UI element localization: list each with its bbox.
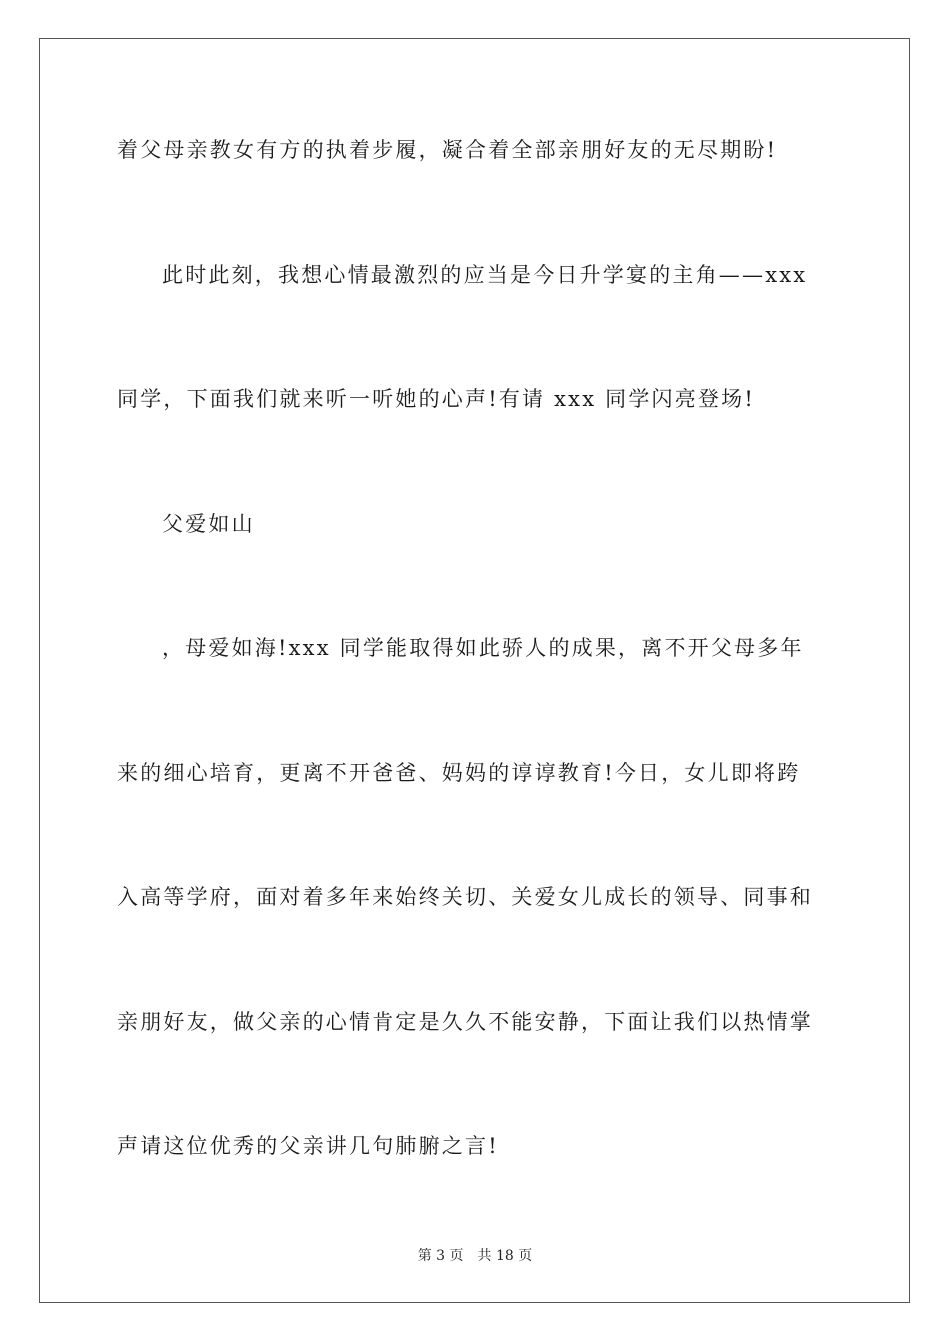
- page-border: [39, 38, 910, 1303]
- body-text-line: 同学，下面我们就来听一听她的心声!有请 xxx 同学闪亮登场!: [117, 387, 755, 411]
- page-number: 第 3 页: [417, 1248, 464, 1264]
- page-footer: [0, 1247, 950, 1265]
- body-text-line: 着父母亲教女有方的执着步履，凝合着全部亲朋好友的无尽期盼!: [117, 138, 778, 162]
- section-heading: 父爱如山: [162, 512, 255, 536]
- body-text-line: 来的细心培育，更离不开爸爸、妈妈的谆谆教育!今日，女儿即将跨: [117, 761, 801, 785]
- body-text-line: 声请这位优秀的父亲讲几句肺腑之言!: [117, 1134, 499, 1158]
- body-text-line: ，母爱如海!xxx 同学能取得如此骄人的成果，离不开父母多年: [162, 636, 804, 660]
- total-pages: 共 18 页: [477, 1248, 533, 1264]
- body-text-line: 亲朋好友，做父亲的心情肯定是久久不能安静，下面让我们以热情掌: [117, 1010, 813, 1034]
- body-text-line: 入高等学府，面对着多年来始终关切、关爱女儿成长的领导、同事和: [117, 885, 813, 909]
- body-text-line: 此时此刻，我想心情最激烈的应当是今日升学宴的主角——xxx: [162, 263, 808, 287]
